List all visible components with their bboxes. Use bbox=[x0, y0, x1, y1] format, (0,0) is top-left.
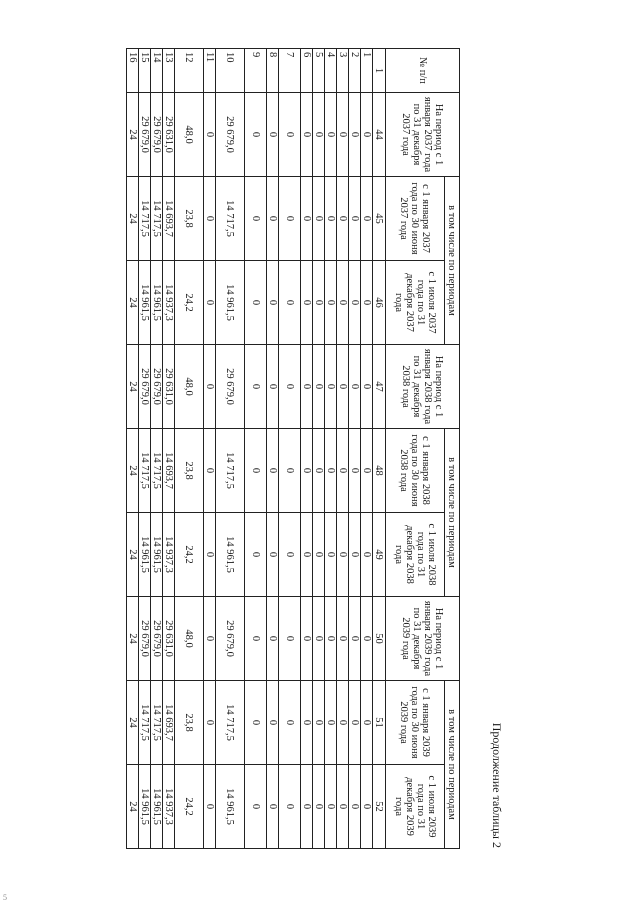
value-cell: 14 717,5 bbox=[151, 177, 163, 261]
column-number-cell: 49 bbox=[373, 513, 386, 597]
value-cell: 24,2 bbox=[175, 261, 204, 345]
value-cell: 0 bbox=[245, 765, 267, 849]
value-cell: 0 bbox=[279, 177, 301, 261]
value-cell: 14 717,5 bbox=[216, 177, 245, 261]
value-cell: 0 bbox=[245, 513, 267, 597]
value-cell: 14 717,5 bbox=[216, 429, 245, 513]
value-cell: 0 bbox=[337, 681, 349, 765]
value-cell: 0 bbox=[313, 345, 325, 429]
table-row bbox=[313, 49, 325, 849]
value-cell: 14 937,3 bbox=[163, 765, 175, 849]
table-row bbox=[151, 49, 163, 849]
value-cell: 0 bbox=[245, 681, 267, 765]
value-cell: 0 bbox=[325, 177, 337, 261]
value-cell: 0 bbox=[361, 681, 373, 765]
value-cell: 14 961,5 bbox=[216, 513, 245, 597]
value-cell: 0 bbox=[204, 345, 216, 429]
value-cell: 24 bbox=[127, 177, 139, 261]
value-cell: 24,2 bbox=[175, 513, 204, 597]
value-cell: 0 bbox=[361, 345, 373, 429]
value-cell: 0 bbox=[279, 597, 301, 681]
value-cell: 29 631,0 bbox=[163, 597, 175, 681]
table-caption: Продолжение таблицы 2 bbox=[490, 722, 504, 848]
value-cell: 0 bbox=[325, 261, 337, 345]
value-cell: 0 bbox=[301, 429, 313, 513]
column-number-cell: 46 bbox=[373, 261, 386, 345]
incl-header: в том числе по периодам bbox=[445, 177, 460, 345]
table-body bbox=[127, 49, 386, 849]
value-cell: 0 bbox=[361, 93, 373, 177]
row-number-cell: 2 bbox=[349, 49, 361, 93]
value-cell: 0 bbox=[279, 261, 301, 345]
value-cell: 24 bbox=[127, 261, 139, 345]
value-cell: 0 bbox=[349, 177, 361, 261]
value-cell: 0 bbox=[313, 765, 325, 849]
value-cell: 29 679,0 bbox=[216, 345, 245, 429]
value-cell: 0 bbox=[349, 513, 361, 597]
value-cell: 0 bbox=[325, 513, 337, 597]
value-cell: 0 bbox=[267, 261, 279, 345]
table-row bbox=[139, 49, 151, 849]
value-cell: 14 717,5 bbox=[139, 681, 151, 765]
column-number-cell: 48 bbox=[373, 429, 386, 513]
value-cell: 0 bbox=[301, 765, 313, 849]
row-number-cell: 14 bbox=[151, 49, 163, 93]
value-cell: 0 bbox=[325, 345, 337, 429]
value-cell: 29 679,0 bbox=[151, 597, 163, 681]
value-cell: 0 bbox=[349, 765, 361, 849]
value-cell: 29 631,0 bbox=[163, 345, 175, 429]
value-cell: 0 bbox=[325, 681, 337, 765]
value-cell: 0 bbox=[325, 93, 337, 177]
row-number-header: № п/п bbox=[386, 49, 460, 93]
value-cell: 0 bbox=[279, 345, 301, 429]
value-cell: 14 961,5 bbox=[216, 765, 245, 849]
value-cell: 0 bbox=[267, 429, 279, 513]
value-cell: 0 bbox=[349, 93, 361, 177]
half-year-header: с 1 января 2039 года по 30 июня 2039 года bbox=[386, 681, 445, 765]
value-cell: 24 bbox=[127, 597, 139, 681]
value-cell: 0 bbox=[204, 177, 216, 261]
value-cell: 0 bbox=[361, 765, 373, 849]
value-cell: 0 bbox=[337, 177, 349, 261]
value-cell: 29 679,0 bbox=[139, 93, 151, 177]
table-row bbox=[267, 49, 279, 849]
value-cell: 0 bbox=[349, 429, 361, 513]
value-cell: 0 bbox=[301, 93, 313, 177]
value-cell: 0 bbox=[337, 513, 349, 597]
value-cell: 14 961,5 bbox=[216, 261, 245, 345]
value-cell: 0 bbox=[279, 513, 301, 597]
value-cell: 0 bbox=[267, 177, 279, 261]
value-cell: 0 bbox=[337, 429, 349, 513]
value-cell: 0 bbox=[245, 261, 267, 345]
table-row bbox=[349, 49, 361, 849]
value-cell: 14 961,5 bbox=[151, 765, 163, 849]
value-cell: 29 679,0 bbox=[139, 345, 151, 429]
value-cell: 0 bbox=[279, 93, 301, 177]
value-cell: 48,0 bbox=[175, 597, 204, 681]
column-number-cell: 45 bbox=[373, 177, 386, 261]
value-cell: 0 bbox=[313, 429, 325, 513]
value-cell: 14 717,5 bbox=[151, 681, 163, 765]
column-number-cell: 44 bbox=[373, 93, 386, 177]
value-cell: 29 679,0 bbox=[216, 597, 245, 681]
value-cell: 29 631,0 bbox=[163, 93, 175, 177]
value-cell: 0 bbox=[361, 177, 373, 261]
value-cell: 0 bbox=[204, 429, 216, 513]
row-number-cell: 7 bbox=[279, 49, 301, 93]
table-row bbox=[204, 49, 216, 849]
value-cell: 0 bbox=[267, 345, 279, 429]
value-cell: 14 961,5 bbox=[139, 765, 151, 849]
value-cell: 0 bbox=[204, 513, 216, 597]
value-cell: 14 693,7 bbox=[163, 681, 175, 765]
value-cell: 0 bbox=[245, 429, 267, 513]
value-cell: 24,2 bbox=[175, 765, 204, 849]
table-row bbox=[325, 49, 337, 849]
value-cell: 14 693,7 bbox=[163, 177, 175, 261]
value-cell: 0 bbox=[349, 681, 361, 765]
row-number-cell: 6 bbox=[301, 49, 313, 93]
value-cell: 0 bbox=[279, 681, 301, 765]
value-cell: 0 bbox=[267, 765, 279, 849]
column-number-cell: 1 bbox=[373, 49, 386, 93]
value-cell: 0 bbox=[245, 177, 267, 261]
value-cell: 0 bbox=[325, 597, 337, 681]
half-year-header: с 1 июля 2038 года по 31 декабря 2038 года bbox=[386, 513, 445, 597]
half-year-header: с 1 июля 2039 года по 31 декабря 2039 года bbox=[386, 765, 445, 849]
value-cell: 29 679,0 bbox=[151, 345, 163, 429]
value-cell: 0 bbox=[337, 765, 349, 849]
page-mark: 5 bbox=[3, 893, 7, 902]
value-cell: 14 961,5 bbox=[139, 261, 151, 345]
row-number-cell: 4 bbox=[325, 49, 337, 93]
value-cell: 0 bbox=[313, 261, 325, 345]
value-cell: 0 bbox=[337, 345, 349, 429]
column-number-cell: 50 bbox=[373, 597, 386, 681]
value-cell: 0 bbox=[301, 177, 313, 261]
table-row bbox=[301, 49, 313, 849]
value-cell: 0 bbox=[313, 597, 325, 681]
table-row bbox=[216, 49, 245, 849]
value-cell: 0 bbox=[337, 597, 349, 681]
column-number-row bbox=[373, 49, 386, 849]
value-cell: 0 bbox=[361, 597, 373, 681]
value-cell: 29 679,0 bbox=[151, 93, 163, 177]
value-cell: 24 bbox=[127, 429, 139, 513]
value-cell: 0 bbox=[349, 345, 361, 429]
row-number-cell: 3 bbox=[337, 49, 349, 93]
value-cell: 0 bbox=[279, 765, 301, 849]
table-row bbox=[163, 49, 175, 849]
value-cell: 0 bbox=[204, 765, 216, 849]
value-cell: 0 bbox=[245, 93, 267, 177]
group-total-header: На период с 1 января 2039 года по 31 декабря 2039 года bbox=[386, 597, 460, 681]
half-year-header: с 1 января 2038 года по 30 июня 2038 года bbox=[386, 429, 445, 513]
header-row-1 bbox=[445, 49, 460, 849]
value-cell: 0 bbox=[245, 345, 267, 429]
value-cell: 0 bbox=[301, 681, 313, 765]
value-cell: 14 961,5 bbox=[151, 513, 163, 597]
value-cell: 23,8 bbox=[175, 429, 204, 513]
row-number-cell: 12 bbox=[175, 49, 204, 93]
value-cell: 14 717,5 bbox=[151, 429, 163, 513]
value-cell: 0 bbox=[337, 93, 349, 177]
value-cell: 0 bbox=[325, 429, 337, 513]
row-number-cell: 8 bbox=[267, 49, 279, 93]
value-cell: 0 bbox=[301, 345, 313, 429]
value-cell: 0 bbox=[301, 261, 313, 345]
value-cell: 24 bbox=[127, 93, 139, 177]
value-cell: 48,0 bbox=[175, 93, 204, 177]
table-row bbox=[279, 49, 301, 849]
value-cell: 0 bbox=[204, 261, 216, 345]
rotated-table-container bbox=[108, 48, 504, 848]
table-row bbox=[245, 49, 267, 849]
value-cell: 14 717,5 bbox=[139, 429, 151, 513]
group-total-header: На период с 1 января 2038 года по 31 декабря 2038 года bbox=[386, 345, 460, 429]
row-number-cell: 13 bbox=[163, 49, 175, 93]
column-number-cell: 52 bbox=[373, 765, 386, 849]
row-number-cell: 11 bbox=[204, 49, 216, 93]
row-number-cell: 5 bbox=[313, 49, 325, 93]
group-total-header: На период с 1 января 2037 года по 31 декабря 2037 года bbox=[386, 93, 460, 177]
half-year-header: с 1 июля 2037 года по 31 декабря 2037 года bbox=[386, 261, 445, 345]
value-cell: 14 693,7 bbox=[163, 429, 175, 513]
value-cell: 0 bbox=[313, 93, 325, 177]
value-cell: 14 717,5 bbox=[216, 681, 245, 765]
value-cell: 23,8 bbox=[175, 681, 204, 765]
value-cell: 0 bbox=[267, 513, 279, 597]
value-cell: 0 bbox=[245, 597, 267, 681]
value-cell: 24 bbox=[127, 765, 139, 849]
value-cell: 14 937,3 bbox=[163, 261, 175, 345]
value-cell: 23,8 bbox=[175, 177, 204, 261]
incl-header: в том числе по периодам bbox=[445, 681, 460, 849]
value-cell: 0 bbox=[267, 93, 279, 177]
value-cell: 14 937,3 bbox=[163, 513, 175, 597]
table-row bbox=[361, 49, 373, 849]
value-cell: 0 bbox=[204, 681, 216, 765]
value-cell: 14 961,5 bbox=[139, 513, 151, 597]
row-number-cell: 9 bbox=[245, 49, 267, 93]
value-cell: 0 bbox=[337, 261, 349, 345]
value-cell: 14 717,5 bbox=[139, 177, 151, 261]
value-cell: 14 961,5 bbox=[151, 261, 163, 345]
value-cell: 0 bbox=[313, 681, 325, 765]
row-number-cell: 15 bbox=[139, 49, 151, 93]
value-cell: 0 bbox=[361, 261, 373, 345]
table-row bbox=[127, 49, 139, 849]
data-table bbox=[126, 48, 460, 849]
value-cell: 0 bbox=[267, 681, 279, 765]
half-year-header: с 1 января 2037 года по 30 июня 2037 года bbox=[386, 177, 445, 261]
value-cell: 0 bbox=[204, 93, 216, 177]
row-number-cell: 10 bbox=[216, 49, 245, 93]
value-cell: 24 bbox=[127, 513, 139, 597]
value-cell: 0 bbox=[279, 429, 301, 513]
value-cell: 29 679,0 bbox=[216, 93, 245, 177]
column-number-cell: 51 bbox=[373, 681, 386, 765]
row-number-cell: 16 bbox=[127, 49, 139, 93]
value-cell: 0 bbox=[267, 597, 279, 681]
value-cell: 24 bbox=[127, 345, 139, 429]
table-row bbox=[175, 49, 204, 849]
value-cell: 0 bbox=[313, 177, 325, 261]
value-cell: 24 bbox=[127, 681, 139, 765]
column-number-cell: 47 bbox=[373, 345, 386, 429]
value-cell: 0 bbox=[349, 597, 361, 681]
value-cell: 0 bbox=[349, 261, 361, 345]
value-cell: 0 bbox=[361, 513, 373, 597]
value-cell: 0 bbox=[325, 765, 337, 849]
row-number-cell: 1 bbox=[361, 49, 373, 93]
incl-header: в том числе по периодам bbox=[445, 429, 460, 597]
value-cell: 29 679,0 bbox=[139, 597, 151, 681]
value-cell: 0 bbox=[313, 513, 325, 597]
table-row bbox=[337, 49, 349, 849]
value-cell: 0 bbox=[301, 513, 313, 597]
value-cell: 0 bbox=[301, 597, 313, 681]
value-cell: 0 bbox=[361, 429, 373, 513]
value-cell: 0 bbox=[204, 597, 216, 681]
value-cell: 48,0 bbox=[175, 345, 204, 429]
